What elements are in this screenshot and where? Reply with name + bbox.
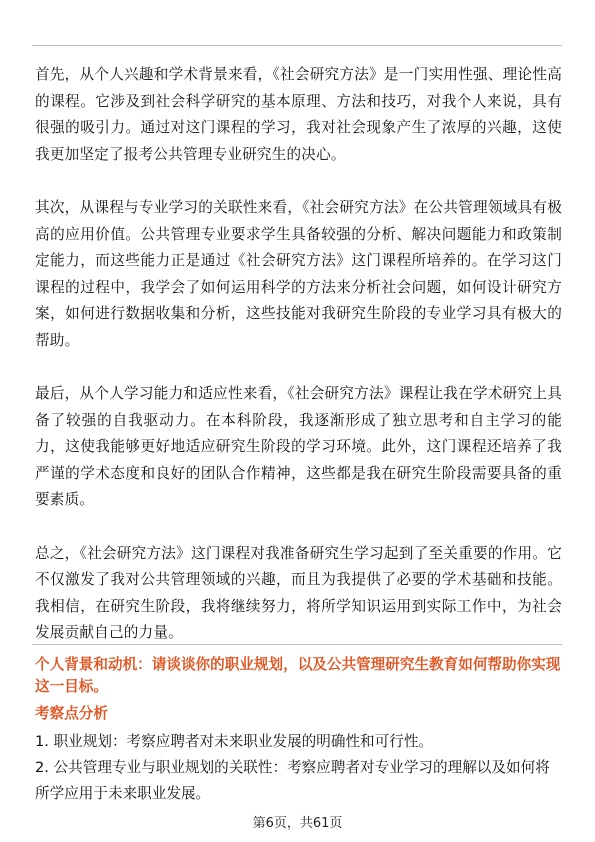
header-rule	[32, 45, 562, 46]
analysis-heading: 考察点分析	[35, 705, 108, 722]
answer-body	[35, 62, 562, 647]
page-number: 第6页，共61页	[252, 816, 343, 831]
paragraph-gap	[35, 168, 562, 195]
analysis-point: 1. 职业规划：考察应聘者对未来职业发展的明确性和可行性。	[35, 733, 434, 750]
question-heading: 个人背景和动机：请谈谈你的职业规划，以及公共管理研究生教育如何帮助你实现这一目标。	[35, 656, 561, 695]
paragraph-second: 其次，从课程与专业学习的关联性来看，《社会研究方法》在公共管理领域具有极高的应用价值。公共管理专业要求学生具备较强的分析、解决问题能力和政策制定能力，而这些能力正是通过《社会研究方法》这门课程所培养的。在学习这门课程的过程中，我学会了如何运用科学的方法来分析社会问题，如何设计研究方案，如何进行数据收集和分析，这些技能对我研究生阶段的专业学习具有极大的帮助。	[35, 199, 562, 349]
paragraph-first: 首先，从个人兴趣和学术背景来看，《社会研究方法》是一门实用性强、理论性高的课程。它涉及到社会科学研究的基本原理、方法和技巧，对我个人来说，具有很强的吸引力。通过对这门课程的学习，我对社会现象产生了浓厚的兴趣，这使我更加坚定了报考公共管理专业研究生的决心。	[35, 66, 562, 163]
section-divider	[32, 644, 562, 645]
paragraph-gap	[35, 354, 562, 381]
paragraph-gap	[35, 514, 562, 541]
analysis-point: 2. 公共管理专业与职业规划的关联性：考察应聘者对专业学习的理解以及如何将所学应用于未来职业发展。	[35, 759, 550, 802]
analysis-points	[35, 729, 562, 807]
paragraph-third: 最后，从个人学习能力和适应性来看，《社会研究方法》课程让我在学术研究上具备了较强的自我驱动力。在本科阶段，我逐渐形成了独立思考和自主学习的能力，这使我能够更好地适应研究生阶段的学习环境。此外，这门课程还培养了我严谨的学术态度和良好的团队合作精神，这些都是我在研究生阶段需要具备的重要素质。	[35, 385, 562, 508]
paragraph-conclusion: 总之，《社会研究方法》这门课程对我准备研究生学习起到了至关重要的作用。它不仅激发了我对公共管理领域的兴趣，而且为我提供了必要的学术基础和技能。我相信，在研究生阶段，我将继续努力，将所学知识运用到实际工作中，为社会发展贡献自己的力量。	[35, 544, 562, 641]
